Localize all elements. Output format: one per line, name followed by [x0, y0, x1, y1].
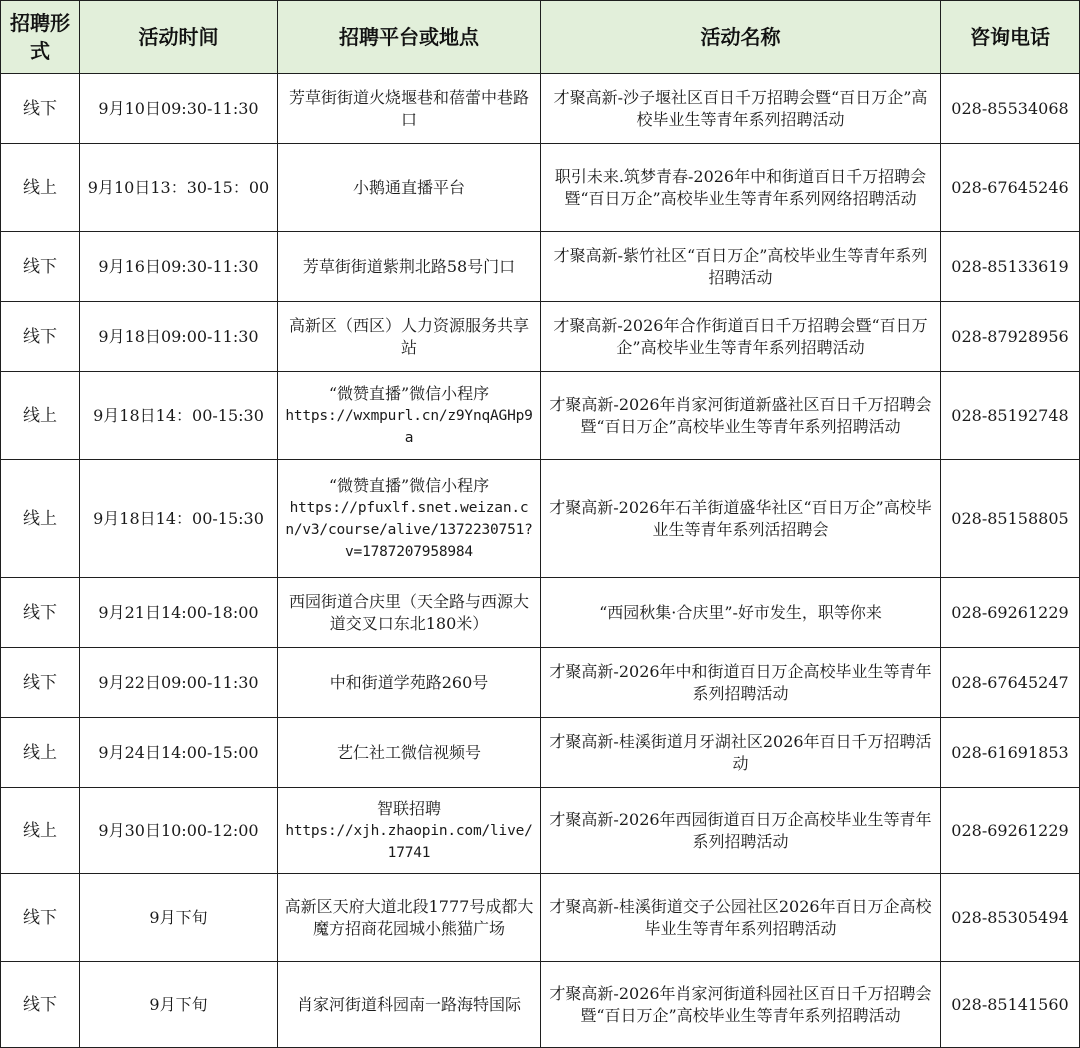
cell-time: 9月18日09:00-11:30 [80, 302, 278, 372]
cell-phone: 028-87928956 [941, 302, 1080, 372]
cell-platform [278, 302, 541, 372]
table-row [1, 578, 1080, 648]
cell-form: 线下 [1, 232, 80, 302]
cell-phone: 028-67645246 [941, 144, 1080, 232]
cell-activity-name: 才聚高新-2026年西园街道百日万企高校毕业生等青年系列招聘活动 [541, 788, 941, 874]
cell-form: 线下 [1, 578, 80, 648]
cell-platform [278, 74, 541, 144]
cell-platform [278, 578, 541, 648]
cell-phone: 028-85158805 [941, 460, 1080, 578]
cell-form: 线上 [1, 788, 80, 874]
table-body [1, 74, 1080, 1048]
table-row [1, 962, 1080, 1048]
cell-activity-name: 才聚高新-沙子堰社区百日千万招聘会暨“百日万企”高校毕业生等青年系列招聘活动 [541, 74, 941, 144]
cell-form: 线上 [1, 718, 80, 788]
header-phone: 咨询电话 [941, 1, 1080, 74]
cell-time: 9月24日14:00-15:00 [80, 718, 278, 788]
table-row [1, 302, 1080, 372]
platform-text: 小鹅通直播平台 [352, 177, 465, 197]
cell-platform [278, 144, 541, 232]
table-header-row [1, 1, 1080, 74]
cell-form: 线上 [1, 372, 80, 460]
cell-time: 9月下旬 [80, 874, 278, 962]
cell-platform [278, 372, 541, 460]
cell-form: 线下 [1, 302, 80, 372]
cell-activity-name: 才聚高新-2026年合作街道百日千万招聘会暨“百日万企”高校毕业生等青年系列招聘活动 [541, 302, 941, 372]
cell-platform [278, 648, 541, 718]
cell-form: 线上 [1, 460, 80, 578]
cell-time: 9月下旬 [80, 962, 278, 1048]
header-platform: 招聘平台或地点 [278, 1, 541, 74]
cell-phone: 028-69261229 [941, 578, 1080, 648]
table-row [1, 788, 1080, 874]
platform-text: 芳草街街道火烧堰巷和蓓蕾中巷路口 [288, 87, 529, 129]
cell-platform [278, 874, 541, 962]
table-row [1, 144, 1080, 232]
table-row [1, 74, 1080, 144]
platform-link[interactable]: https://pfuxlf.snet.weizan.cn/v3/course/alive/1372230751?v=1787207958984 [285, 499, 533, 560]
cell-platform [278, 460, 541, 578]
cell-platform [278, 962, 541, 1048]
cell-form: 线上 [1, 144, 80, 232]
cell-time: 9月18日14：00-15:30 [80, 460, 278, 578]
cell-activity-name: 才聚高新-2026年肖家河街道科园社区百日千万招聘会暨“百日万企”高校毕业生等青年系列招聘活动 [541, 962, 941, 1048]
cell-time: 9月18日14：00-15:30 [80, 372, 278, 460]
table-row [1, 232, 1080, 302]
cell-platform [278, 718, 541, 788]
cell-activity-name: 才聚高新-桂溪街道月牙湖社区2026年百日千万招聘活动 [541, 718, 941, 788]
cell-form: 线下 [1, 962, 80, 1048]
platform-text: 西园街道合庆里（天全路与西源大道交叉口东北180米） [288, 591, 529, 633]
cell-platform [278, 788, 541, 874]
cell-form: 线下 [1, 874, 80, 962]
cell-phone: 028-85305494 [941, 874, 1080, 962]
cell-time: 9月22日09:00-11:30 [80, 648, 278, 718]
header-time: 活动时间 [80, 1, 278, 74]
table-row [1, 874, 1080, 962]
platform-text: “微赞直播”微信小程序 [328, 475, 490, 495]
platform-text: 高新区天府大道北段1777号成都大魔方招商花园城小熊猫广场 [284, 896, 534, 938]
cell-activity-name: “西园秋集·合庆里”-好市发生，职等你来 [541, 578, 941, 648]
cell-phone: 028-69261229 [941, 788, 1080, 874]
cell-time: 9月30日10:00-12:00 [80, 788, 278, 874]
cell-phone: 028-85133619 [941, 232, 1080, 302]
cell-activity-name: 才聚高新-2026年肖家河街道新盛社区百日千万招聘会暨“百日万企”高校毕业生等青年系列招聘活动 [541, 372, 941, 460]
cell-time: 9月16日09:30-11:30 [80, 232, 278, 302]
cell-phone: 028-85534068 [941, 74, 1080, 144]
platform-text: 芳草街街道紫荆北路58号门口 [302, 256, 516, 276]
platform-text: “微赞直播”微信小程序 [328, 383, 490, 403]
platform-text: 艺仁社工微信视频号 [336, 742, 481, 762]
cell-time: 9月10日13：30-15：00 [80, 144, 278, 232]
platform-text: 中和街道学苑路260号 [329, 672, 489, 692]
cell-activity-name: 职引未来.筑梦青春-2026年中和街道百日千万招聘会暨“百日万企”高校毕业生等青年系列网络招聘活动 [541, 144, 941, 232]
header-form: 招聘形式 [1, 1, 80, 74]
table-row [1, 460, 1080, 578]
cell-activity-name: 才聚高新-2026年中和街道百日万企高校毕业生等青年系列招聘活动 [541, 648, 941, 718]
platform-text: 智联招聘 [376, 798, 441, 818]
cell-phone: 028-61691853 [941, 718, 1080, 788]
cell-phone: 028-85141560 [941, 962, 1080, 1048]
table-row [1, 372, 1080, 460]
header-name: 活动名称 [541, 1, 941, 74]
table-row [1, 718, 1080, 788]
cell-form: 线下 [1, 648, 80, 718]
table-row [1, 648, 1080, 718]
cell-activity-name: 才聚高新-桂溪街道交子公园社区2026年百日万企高校毕业生等青年系列招聘活动 [541, 874, 941, 962]
cell-form: 线下 [1, 74, 80, 144]
platform-link[interactable]: https://wxmpurl.cn/z9YnqAGHp9a [285, 407, 533, 446]
platform-text: 肖家河街道科园南一路海特国际 [296, 994, 521, 1014]
cell-activity-name: 才聚高新-2026年石羊街道盛华社区“百日万企”高校毕业生等青年系列活招聘会 [541, 460, 941, 578]
cell-phone: 028-85192748 [941, 372, 1080, 460]
cell-platform [278, 232, 541, 302]
platform-text: 高新区（西区）人力资源服务共享站 [288, 315, 529, 357]
cell-phone: 028-67645247 [941, 648, 1080, 718]
cell-time: 9月10日09:30-11:30 [80, 74, 278, 144]
platform-link[interactable]: https://xjh.zhaopin.com/live/17741 [285, 822, 533, 861]
cell-time: 9月21日14:00-18:00 [80, 578, 278, 648]
cell-activity-name: 才聚高新-紫竹社区“百日万企”高校毕业生等青年系列招聘活动 [541, 232, 941, 302]
